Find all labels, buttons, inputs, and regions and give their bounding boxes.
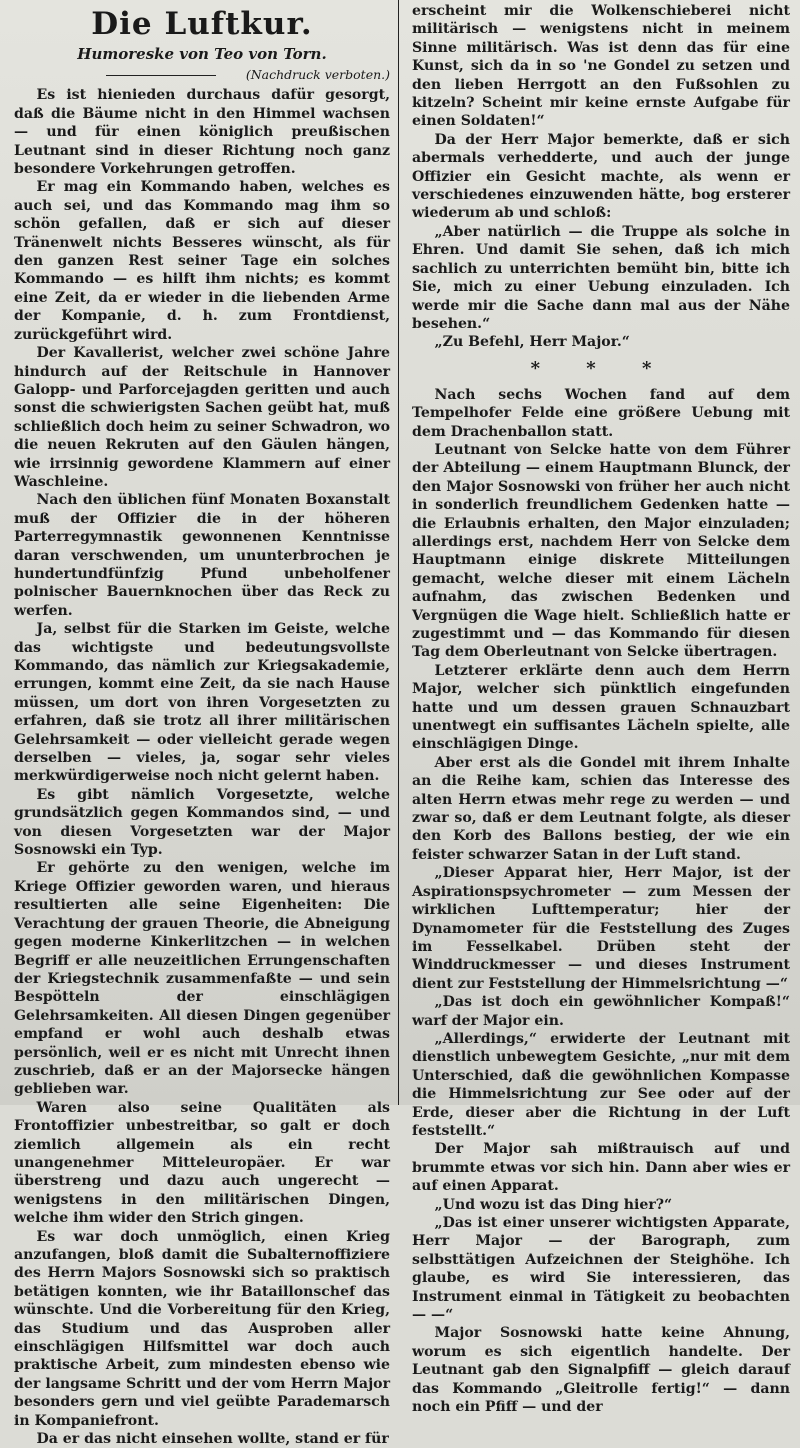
paragraph: Letzterer erklärte denn auch dem Herrn Major, welcher sich pünktlich eingefunden hatte und um dessen grauen Schnauzbart unentwegt ein suffisantes Lächeln spielte, alle einschlägigen Dinge. (412, 662, 790, 753)
dialog-line: „Das ist einer unserer wichtigsten Apparate, Herr Major — der Barograph, zum selbsttätigen Aufzeichnen der Steighöhe. Ich glaube, es wird Sie interessieren, das Instrument einmal in Tätigkeit zu beobachten — —“ (412, 1215, 790, 1324)
paragraph: Der Major sah mißtrauisch auf und brummte etwas vor sich hin. Dann aber wies er auf einen Apparat. (412, 1141, 790, 1195)
paragraph: Da der Herr Major bemerkte, daß er sich abermals verhedderte, und auch der junge Offizier ein Gesicht machte, als wenn er verschiedenes einzuwenden hätte, bog ersterer wiederum ab und schloß: (412, 131, 790, 222)
dialog-line: „Zu Befehl, Herr Major.“ (434, 334, 630, 351)
paragraph: Nach den üblichen fünf Monaten Boxanstalt muß der Offizier die in der höheren Parterregymnastik gewonnenen Kenntnisse daran verschwenden, um ununterbrochen je hundertundfünfzig Pfund unbeholfener polnischer Bauernknochen über das Reck zu werfen. (14, 492, 390, 619)
paragraph: erscheint mir die Wolkenschieberei nicht militärisch — wenigstens nicht in meinem Sinne militärisch. Was ist denn das für eine Kunst, sich da in so 'ne Gondel zu setzen und den lieben Herrgott an den Fußsohlen zu kitzeln? Scheint mir keine ernste Aufgabe für einen Soldaten!“ (412, 3, 790, 130)
paragraph: Es ist hienieden durchaus dafür gesorgt, daß die Bäume nicht in den Himmel wachsen — und für einen königlich preußischen Leutnant sind in dieser Richtung noch ganz besondere Vorkehrungen getroffen. (14, 87, 390, 178)
paragraph: Der Kavallerist, welcher zwei schöne Jahre hindurch auf der Reitschule in Hannover Galopp- und Parforcejagden geritten und auch sonst die schwierigsten Sachen geübt hat, muß schließlich doch heim zu seiner Schwadron, wo die neuen Rekruten auf den Gäulen hängen, wie irrsinnig gewordene Klammern auf einer Waschleine. (14, 345, 390, 490)
paragraph: Leutnant von Selcke hatte von dem Führer der Abteilung — einem Hauptmann Blunck, der den Major Sosnowski von früher her auch nicht in sonderlich freundlichem Gedenken hatte — die Erlaubnis erhalten, den Major einzuladen; allerdings erst, nachdem Herr von Selcke dem Hauptmann einige diskrete Mitteilungen gemacht, welche dieser mit einem Lächeln aufnahm, das zwischen Bedenken und Vergnügen die Wage hielt. Schließlich hatte er zugestimmt und — das Kommando für diesen Tag dem Oberleutnant von Selcke übertragen. (412, 441, 790, 661)
paragraph: Aber erst als die Gondel mit ihrem Inhalte an die Reihe kam, schien das Interesse des alten Herrn etwas mehr rege zu werden — und zwar so, daß er dem Leutnant folgte, als dieser den Korb des Ballons bestieg, der wie ein feister schwarzer Satan in der Luft stand. (412, 754, 790, 863)
paragraph: Es war doch unmöglich, einen Krieg anzufangen, bloß damit die Subalternoffiziere des Herrn Majors Sosnowski sich so praktisch betätigen konnten, wie ihr Bataillonschef das wünschte. Und die Vorbereitung für den Krieg, das Studium und das Ausproben aller einschlägigen Hilfsmittel war doch auch praktische Arbeit, zum mindesten ebenso wie der langsame Schritt und der vom Herrn Major besonders gern und viel geübte Parademarsch in Kompaniefront. (14, 1228, 390, 1429)
dialog-line: „Und wozu ist das Ding hier?“ (434, 1196, 673, 1213)
article-subtitle: Humoreske von Teo von Torn. (77, 45, 327, 63)
column-divider (398, 0, 399, 1105)
right-column (404, 2, 796, 1416)
paragraph: Ja, selbst für die Starken im Geiste, welche das wichtigste und bedeutungsvollste Kommando, das nämlich zur Kriegsakademie, errungen, kommt eine Zeit, da sie nach Hause müssen, um dort von ihren Vorgesetzten zu erfahren, daß sie trotz all ihrer militärischen Gelehrsamkeit — oder vielleicht gerade wegen derselben — vieles, ja, sogar sehr vieles merkwürdigerweise noch nicht gelernt haben. (14, 621, 390, 785)
paragraph: Er gehörte zu den wenigen, welche im Kriege Offizier geworden waren, und hieraus resultierten alle seine Eigenheiten: Die Verachtung der grauen Theorie, die Abneigung gegen moderne Kinkerlitzchen — in welchen Begriff er alle neuzeitlichen Errungenschaften der Kriegstechnik zusammenfaßte — und sein Bespötteln der einschlägigen Gelehrsamkeiten. All diesen Dingen gegenüber empfand er wohl auch deshalb etwas persönlich, weil er es nicht mit Unrecht ihnen zuschrieb, daß er an der Majorsecke hängen geblieben war. (14, 860, 390, 1098)
reprint-note-line (14, 66, 390, 84)
paragraph: Es gibt nämlich Vorgesetzte, welche grundsätzlich gegen Kommandos sind, — und von diesen Vorgesetzten war der Major Sosnowski ein Typ. (14, 786, 390, 859)
paragraph: Waren also seine Qualitäten als Frontoffizier unbestreitbar, so galt er doch ziemlich allgemein als ein recht unangenehmer Mitteleuropäer. Er war überstreng und dazu auch ungerecht — wenigstens in den militärischen Dingen, welche ihm wider den Strich gingen. (14, 1099, 390, 1227)
dialog-line: „Allerdings,“ erwiderte der Leutnant mit dienstlich unbewegtem Gesichte, „nur mit dem Unterschied, daß die gewöhnlichen Kompasse die Himmelsrichtung zur See oder auf der Erde, dieser aber die Richtung in der Luft feststellt.“ (412, 1030, 790, 1139)
paragraph: Nach sechs Wochen fand auf dem Tempelhofer Felde eine größere Uebung mit dem Drachenballon statt. (412, 386, 790, 440)
dialog-line: „Das ist doch ein gewöhnlicher Kompaß!“ warf der Major ein. (412, 994, 790, 1029)
dialog-line: „Dieser Apparat hier, Herr Major, ist der Aspirationspsychrometer — zum Messen der wirklichen Lufttemperatur; hier der Dynamometer für die Feststellung des Zuges im Fesselkabel. Drüben steht der Winddruckmesser — und dieses Instrument dient zur Feststellung der Himmelsrichtung —“ (412, 865, 790, 992)
paragraph: Major Sosnowski hatte keine Ahnung, worum es sich eigentlich handelte. Der Leutnant gab den Signalpfiff — gleich darauf das Kommando „Gleitrolle fertig!“ — dann noch ein Pfiff — und der (412, 1325, 790, 1416)
reprint-note: (Nachdruck verboten.) (245, 67, 390, 82)
section-break: * * * (530, 357, 672, 379)
left-column (6, 2, 396, 1448)
paragraph: Da er das nicht einsehen wollte, stand er für (36, 1431, 389, 1448)
dialog-line: „Aber natürlich — die Truppe als solche in Ehren. Und damit Sie sehen, daß ich mich sachlich zu unterrichten bemüht bin, bitte ich Sie, mich zu einer Uebung einzuladen. Ich werde mir die Sache dann mal aus der Nähe besehen.“ (412, 223, 790, 332)
article-title: Die Luftkur. (91, 6, 313, 42)
header-rule (106, 75, 216, 76)
paragraph: Er mag ein Kommando haben, welches es auch sei, und das Kommando mag ihm so schön gefallen, daß er sich auf dieser Tränenwelt nichts Besseres wünscht, als für den ganzen Rest seiner Tage ein solches Kommando — es hilft ihm nichts; es kommt eine Zeit, da er wieder in die liebenden Arme der Kompanie, d. h. zum Frontdienst, zurückgeführt wird. (14, 179, 390, 343)
